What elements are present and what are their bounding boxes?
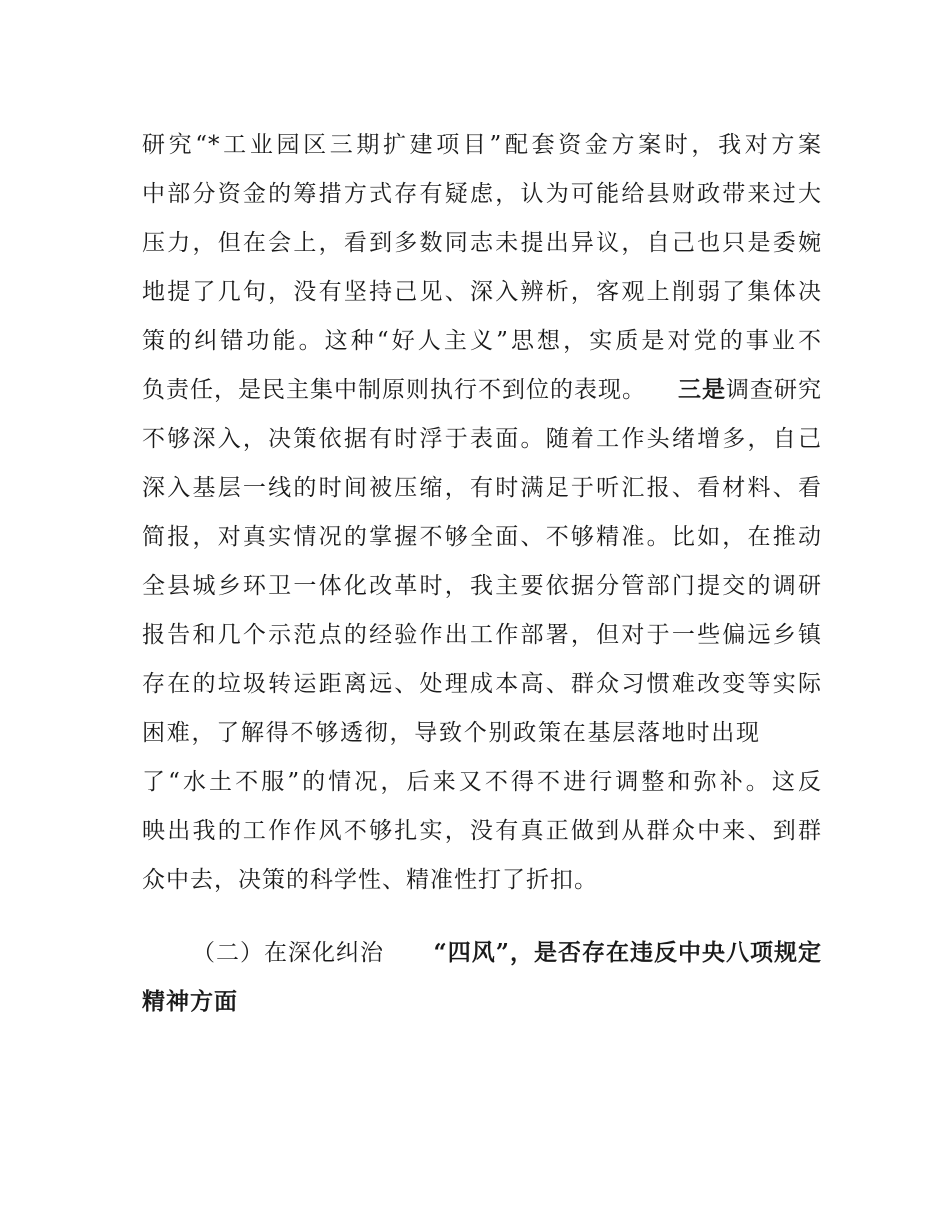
paragraph-line: 中部分资金的筹措方式存有疑虑，认为可能给县财政带来过大 [142,181,822,207]
paragraph-line: 压力，但在会上，看到多数同志未提出异议，自己也只是委婉 [142,230,822,256]
paragraph-line-tail [678,373,822,407]
paragraph-line: 映出我的工作作风不够扎实，没有真正做到从群众中来、到群 [142,818,822,844]
section-heading-line2: 精神方面 [142,988,238,1015]
heading-prefix: （二）在深化纠治 [192,940,384,966]
paragraph-line: 深入基层一线的时间被压缩，有时满足于听汇报、看材料、看 [142,475,822,501]
paragraph-line: 了“水土不服”的情况，后来又不得不进行调整和弥补。这反 [142,769,822,795]
paragraph-line: 地提了几句，没有坚持己见、深入辨析，客观上削弱了集体决 [142,279,822,305]
paragraph-line-text: 负责任，是民主集中制原则执行不到位的表现。 [142,377,646,403]
paragraph-line: 报告和几个示范点的经验作出工作部署，但对于一些偏远乡镇 [142,622,822,648]
bold-marker: 三是 [678,376,726,403]
paragraph-line: 存在的垃圾转运距离远、处理成本高、群众习惯难改变等实际 [142,671,822,697]
paragraph-line: 困难，了解得不够透彻，导致个别政策在基层落地时出现 [142,720,760,746]
paragraph-line-tail-text: 调查研究 [726,377,822,403]
paragraph-line: 研究“*工业园区三期扩建项目”配套资金方案时，我对方案 [142,132,822,158]
paragraph-line: 全县城乡环卫一体化改革时，我主要依据分管部门提交的调研 [142,573,822,599]
paragraph-line: 众中去，决策的科学性、精准性打了折扣。 [142,867,598,893]
heading-bold-text: “四风”，是否存在违反中央八项规定 [433,939,822,966]
paragraph-line: 策的纠错功能。这种“好人主义”思想，实质是对党的事业不 [142,328,822,354]
section-heading [142,936,822,970]
paragraph-line: 简报，对真实情况的掌握不够全面、不够精准。比如，在推动 [142,524,822,550]
paragraph-line: 不够深入，决策依据有时浮于表面。随着工作头绪增多，自己 [142,426,822,452]
paragraph-line [142,373,822,407]
